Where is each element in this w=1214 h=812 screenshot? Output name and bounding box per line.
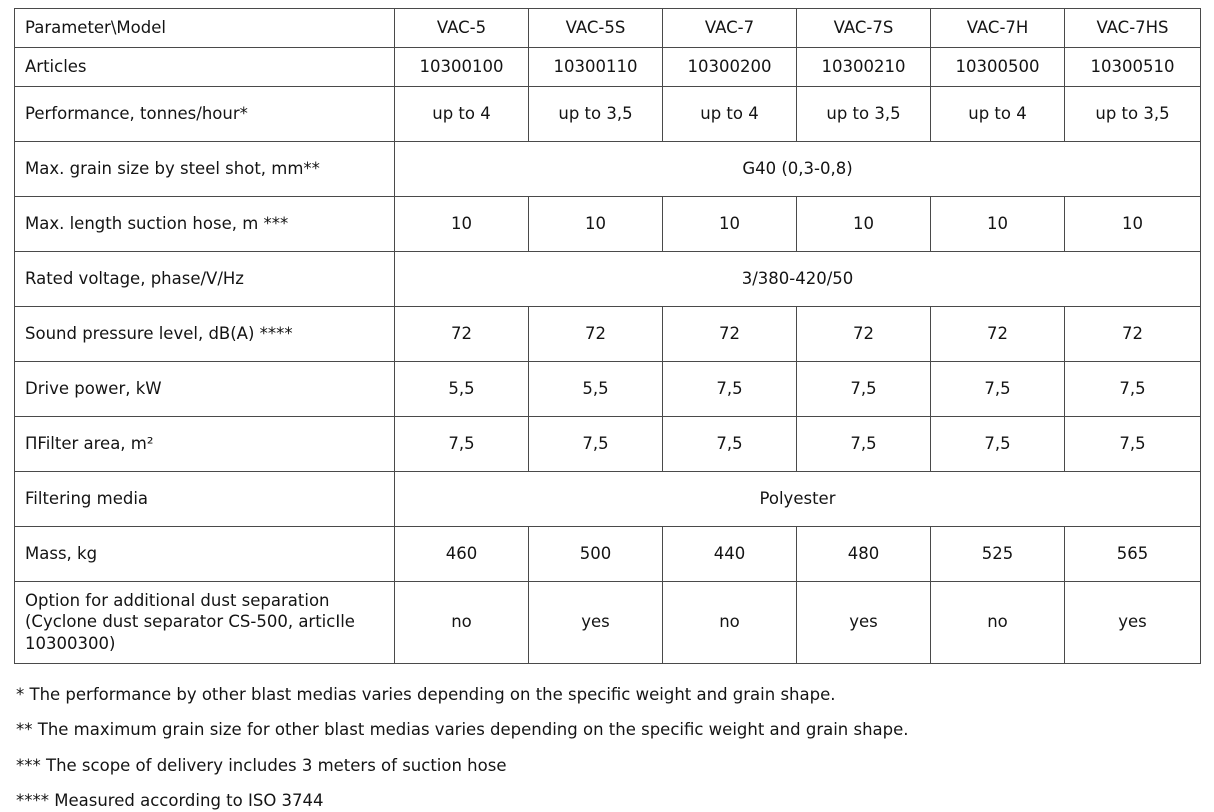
cell-value: 7,5 [931,361,1065,416]
cell-value: 440 [663,526,797,581]
row-label: Mass, kg [15,526,395,581]
cell-value: 10 [663,196,797,251]
column-header-vac-5: VAC-5 [395,9,529,48]
cell-value: 460 [395,526,529,581]
cell-value: no [931,581,1065,663]
cell-value: 72 [529,306,663,361]
cell-value: 7,5 [663,416,797,471]
cell-value: 7,5 [1065,361,1201,416]
cell-value: 10300200 [663,47,797,86]
row-label: Filtering media [15,471,395,526]
cell-value: 5,5 [529,361,663,416]
cell-value: yes [797,581,931,663]
cell-value: 72 [931,306,1065,361]
cell-value-merged: Polyester [395,471,1201,526]
footnote-4: **** Measured according to ISO 3744 [16,791,324,811]
cell-value: 500 [529,526,663,581]
row-label: Max. length suction hose, m *** [15,196,395,251]
row-label: ПFilter area, m² [15,416,395,471]
table-row [15,416,1201,471]
cell-value-merged: G40 (0,3-0,8) [395,141,1201,196]
cell-value: 72 [663,306,797,361]
table-row [15,361,1201,416]
table-header-row [15,9,1201,48]
row-label: Performance, tonnes/hour* [15,86,395,141]
column-header-vac-5s: VAC-5S [529,9,663,48]
row-label: Articles [15,47,395,86]
cell-value: 10300100 [395,47,529,86]
row-label: Rated voltage, phase/V/Hz [15,251,395,306]
table-row [15,47,1201,86]
cell-value: 10 [529,196,663,251]
cell-value: 10300510 [1065,47,1201,86]
footnote-1: * The performance by other blast medias varies depending on the specific weight and grain shape. [16,684,836,704]
column-header-parameter: Parameter\Model [15,9,395,48]
table-row [15,86,1201,141]
cell-value: no [663,581,797,663]
table-row [15,471,1201,526]
cell-value: 72 [1065,306,1201,361]
cell-value: 525 [931,526,1065,581]
cell-value: up to 4 [663,86,797,141]
table-row [15,306,1201,361]
cell-value: 10 [797,196,931,251]
row-label: Option for additional dust separation (Cyclone dust separator CS-500, articIle 10300300) [15,581,395,663]
cell-value: up to 4 [395,86,529,141]
cell-value: 7,5 [663,361,797,416]
cell-value: 7,5 [395,416,529,471]
footnotes [14,684,1200,812]
table-row [15,251,1201,306]
cell-value: 7,5 [797,361,931,416]
cell-value: 72 [395,306,529,361]
cell-value: up to 3,5 [529,86,663,141]
cell-value: yes [1065,581,1201,663]
cell-value: 565 [1065,526,1201,581]
cell-value: 7,5 [931,416,1065,471]
column-header-vac-7h: VAC-7H [931,9,1065,48]
cell-value: 10 [395,196,529,251]
cell-value: 10 [1065,196,1201,251]
row-label: Sound pressure level, dB(A) **** [15,306,395,361]
cell-value: 7,5 [529,416,663,471]
cell-value: 72 [797,306,931,361]
footnote-2: ** The maximum grain size for other blast medias varies depending on the specific weight and grain shape. [16,720,909,740]
column-header-vac-7s: VAC-7S [797,9,931,48]
cell-value: 5,5 [395,361,529,416]
table-row [15,141,1201,196]
cell-value: 480 [797,526,931,581]
table-body [15,9,1201,664]
cell-value: up to 4 [931,86,1065,141]
cell-value: 10300110 [529,47,663,86]
table-row [15,526,1201,581]
column-header-vac-7hs: VAC-7HS [1065,9,1201,48]
table-row [15,196,1201,251]
cell-value: no [395,581,529,663]
cell-value-merged: 3/380-420/50 [395,251,1201,306]
column-header-vac-7: VAC-7 [663,9,797,48]
cell-value: 7,5 [797,416,931,471]
table-row [15,581,1201,663]
row-label: Drive power, kW [15,361,395,416]
specification-table [14,8,1201,664]
cell-value: 7,5 [1065,416,1201,471]
cell-value: up to 3,5 [797,86,931,141]
cell-value: 10300500 [931,47,1065,86]
cell-value: yes [529,581,663,663]
row-label: Max. grain size by steel shot, mm** [15,141,395,196]
cell-value: 10300210 [797,47,931,86]
cell-value: up to 3,5 [1065,86,1201,141]
cell-value: 10 [931,196,1065,251]
footnote-3: *** The scope of delivery includes 3 meters of suction hose [16,755,507,775]
